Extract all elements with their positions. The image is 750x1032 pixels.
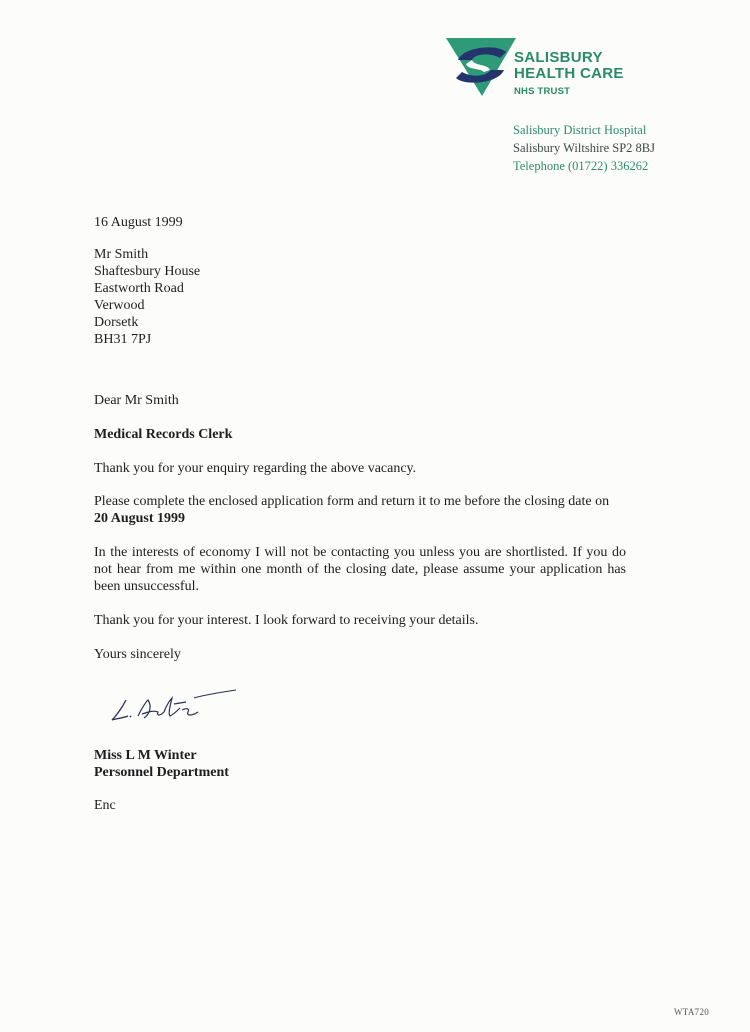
letter-date: 16 August 1999 [94, 215, 183, 230]
closing-date: 20 August 1999 [94, 511, 186, 526]
sender-address [513, 121, 655, 175]
paragraph-4: Thank you for your interest. I look forward to receiving your details. [94, 613, 479, 628]
recipient-line: Shaftesbury House [94, 264, 201, 279]
signer-block [94, 747, 229, 781]
paragraph-1: Thank you for your enquiry regarding the above vacancy. [94, 461, 417, 476]
recipient-line: Verwood [94, 298, 145, 313]
hospital-address: Salisbury Wiltshire SP2 8BJ [513, 141, 655, 155]
handwritten-signature [108, 686, 240, 728]
signer-department: Personnel Department [94, 765, 229, 780]
recipient-line: Dorsetk [94, 315, 139, 330]
subject-heading: Medical Records Clerk [94, 427, 233, 442]
salutation: Dear Mr Smith [94, 393, 179, 408]
org-name-line1: SALISBURY [514, 49, 603, 66]
recipient-address [94, 246, 200, 348]
hospital-name: Salisbury District Hospital [513, 123, 647, 137]
enclosure-note: Enc [94, 798, 116, 813]
signer-name: Miss L M Winter [94, 748, 197, 763]
hospital-telephone: Telephone (01722) 336262 [513, 159, 649, 173]
document-reference: WTA720 [674, 1007, 710, 1017]
paragraph-2-text: Please complete the enclosed application form and return it to me before the closing date on [94, 494, 610, 509]
org-name-line2: HEALTH CARE [514, 65, 624, 82]
recipient-line: Mr Smith [94, 247, 149, 262]
recipient-line: BH31 7PJ [94, 332, 152, 347]
org-name [514, 50, 624, 82]
closing: Yours sincerely [94, 647, 181, 662]
paragraph-2 [94, 493, 626, 527]
recipient-line: Eastworth Road [94, 281, 184, 296]
nhs-trust-logo-icon [446, 38, 516, 96]
org-subtitle: NHS TRUST [514, 86, 571, 97]
paragraph-3: In the interests of economy I will not be contacting you unless you are shortlisted. If you do not hear from me within one month of the closing date, please assume your application has been unsuccessful. [94, 545, 626, 594]
